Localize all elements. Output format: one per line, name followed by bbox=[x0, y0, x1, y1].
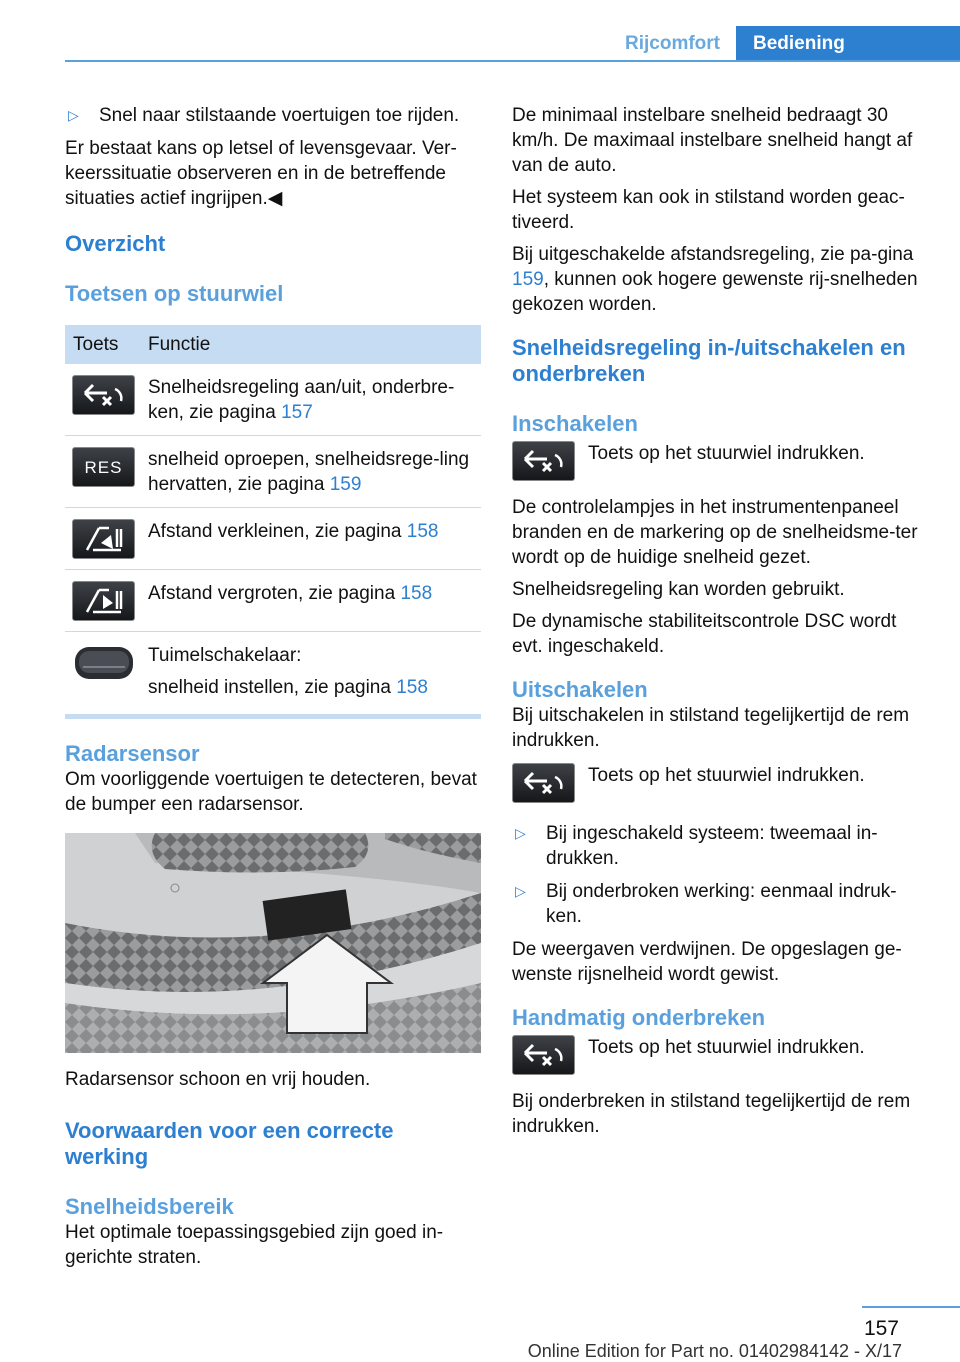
table-cell: snelheid oproepen, snelheidsrege‐ling hervatten, zie pagina 159 bbox=[148, 449, 470, 495]
table-cell: Afstand verkleinen, zie pagina 158 bbox=[148, 521, 439, 542]
radar-caption: Radarsensor schoon en vrij houden. bbox=[65, 1069, 371, 1090]
rocker-switch-icon bbox=[72, 643, 135, 683]
table-bottom-rule bbox=[65, 714, 481, 719]
header-rule bbox=[65, 60, 960, 62]
page-link[interactable]: 159 bbox=[512, 269, 544, 290]
heading-snelheidsbereik: Snelheidsbereik bbox=[65, 1194, 234, 1219]
uitschakelen-text-1: Bij uitschakelen in stilstand tegelijkertijd de rem indrukken. bbox=[512, 705, 910, 751]
distance-decrease-key-icon bbox=[72, 519, 135, 559]
bullet-item bbox=[65, 103, 481, 128]
press-key-line: Toets op het stuurwiel indrukken. bbox=[512, 441, 926, 483]
heading-toetsen: Toetsen op stuurwiel bbox=[65, 281, 284, 306]
table-row bbox=[65, 364, 481, 436]
header-tab-rijcomfort[interactable]: Rijcomfort bbox=[625, 33, 720, 54]
heading-uitschakelen: Uitschakelen bbox=[512, 677, 648, 702]
left-column bbox=[65, 103, 481, 1277]
edition-text: Online Edition for Part no. 01402984142 - X/17 bbox=[527, 1341, 902, 1361]
distance-off-text: Bij uitgeschakelde afstandsregeling, zie pa‐gina 159, kunnen ook hogere gewenste rij‐snelheden gekozen worden. bbox=[512, 244, 918, 315]
handmatig-text: Bij onderbreken in stilstand tegelijkertijd de rem indrukken. bbox=[512, 1091, 911, 1137]
heading-voorwaarden: Voorwaarden voor een correcte werking bbox=[65, 1118, 394, 1169]
table-row bbox=[65, 632, 481, 714]
press-key-line: Toets op het stuurwiel indrukken. bbox=[512, 763, 926, 805]
page-link[interactable]: 158 bbox=[400, 583, 433, 604]
page-link[interactable]: 158 bbox=[406, 521, 439, 542]
table-header-toets: Toets bbox=[73, 334, 119, 355]
bullet-item: ▷ Bij ingeschakeld systeem: tweemaal in‐drukken. bbox=[515, 823, 878, 869]
radar-text: Om voorliggende voertuigen te detecteren, bevat de bumper een radarsensor. bbox=[65, 769, 477, 815]
cruise-control-key-icon bbox=[512, 441, 575, 481]
page-number: 157 bbox=[863, 1317, 899, 1340]
header-tab-bediening[interactable]: Bediening bbox=[736, 26, 960, 61]
press-key-line: Toets op het stuurwiel indrukken. bbox=[512, 1035, 926, 1077]
table-row bbox=[65, 508, 481, 570]
uitschakelen-text-2: De weergaven verdwijnen. De opgeslagen ge‐wenste rijsnelheid wordt gewist. bbox=[512, 939, 902, 985]
cruise-control-key-icon bbox=[512, 1035, 575, 1075]
inschakelen-text-3: De dynamische stabiliteitscontrole DSC wordt evt. ingeschakeld. bbox=[512, 611, 897, 657]
page-link[interactable]: 158 bbox=[396, 677, 428, 698]
heading-overzicht: Overzicht bbox=[65, 231, 166, 256]
keys-table bbox=[65, 325, 481, 719]
table-header-functie: Functie bbox=[148, 334, 211, 355]
table-cell: Snelheidsregeling aan/uit, onderbre‐ken, zie pagina 157 bbox=[148, 377, 455, 423]
radar-sensor-photo bbox=[65, 833, 481, 1053]
bullet-text: Snel naar stilstaande voertuigen toe rijden. bbox=[99, 105, 460, 126]
min-speed-text: De minimaal instelbare snelheid bedraagt 30 km/h. De maximaal instelbare snelheid hangt af van de auto. bbox=[512, 105, 913, 176]
res-key-icon: RES bbox=[72, 447, 135, 487]
distance-increase-key-icon bbox=[72, 581, 135, 621]
inschakelen-text-1: De controlelampjes in het instrumentenpaneel branden en de markering op de snelheidsme‐ter wordt op de huidige snelheid gezet. bbox=[512, 497, 918, 568]
standstill-text: Het systeem kan ook in stilstand worden geac‐tiveerd. bbox=[512, 187, 905, 233]
page-link[interactable]: 157 bbox=[281, 402, 313, 423]
triangle-bullet-icon: ▷ bbox=[515, 883, 526, 899]
inschakelen-text-2: Snelheidsregeling kan worden gebruikt. bbox=[512, 579, 845, 600]
table-header bbox=[65, 325, 481, 364]
triangle-bullet-icon: ▷ bbox=[515, 825, 526, 841]
table-cell: Tuimelschakelaar: snelheid instellen, zie pagina 158 bbox=[148, 645, 428, 698]
cruise-control-key-icon bbox=[512, 763, 575, 803]
right-column bbox=[512, 103, 926, 1146]
cruise-control-key-icon bbox=[72, 375, 135, 415]
triangle-bullet-icon: ▷ bbox=[68, 107, 79, 123]
table-cell: Afstand vergroten, zie pagina 158 bbox=[148, 583, 433, 604]
footer-rule bbox=[862, 1306, 960, 1308]
heading-inschakelen: Inschakelen bbox=[512, 411, 638, 436]
table-row bbox=[65, 436, 481, 508]
heading-handmatig: Handmatig onderbreken bbox=[512, 1005, 766, 1030]
table-row bbox=[65, 570, 481, 632]
heading-in-uitschakelen: Snelheidsregeling in-/uitschakelen en onderbreken bbox=[512, 335, 906, 386]
bullet-item: ▷ Bij onderbroken werking: eenmaal indruk‐ken. bbox=[515, 881, 897, 927]
warning-text: Er bestaat kans op letsel of levensgevaar. Ver‐keerssituatie observeren en in de betreffende situaties actief ingrijpen.◀ bbox=[65, 138, 457, 209]
page-link[interactable]: 159 bbox=[329, 474, 362, 495]
bereik-text: Het optimale toepassingsgebied zijn goed in‐gerichte straten. bbox=[65, 1222, 444, 1268]
heading-radarsensor: Radarsensor bbox=[65, 741, 200, 766]
